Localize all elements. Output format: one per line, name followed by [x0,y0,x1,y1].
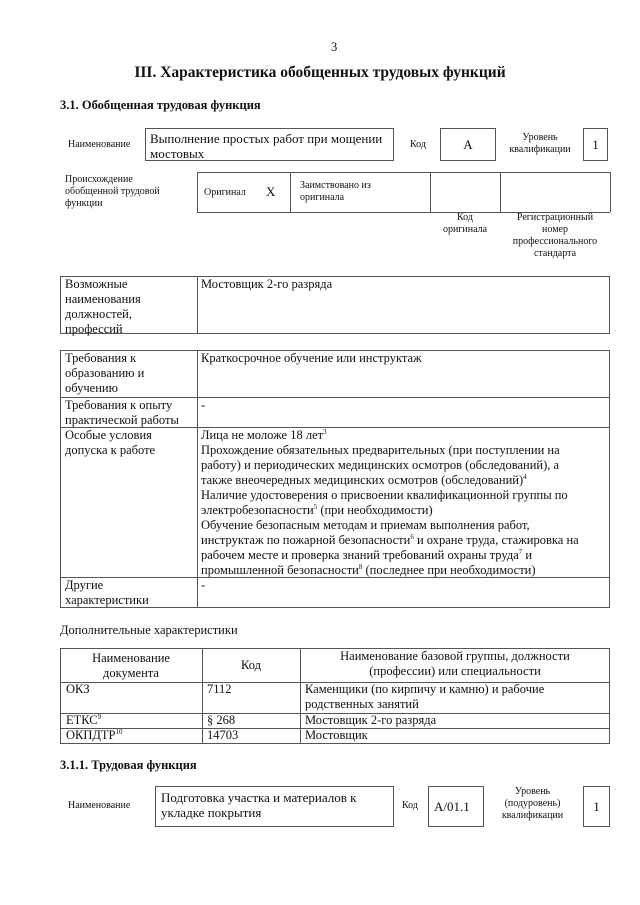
line: стандарта [533,248,577,259]
line: Уровень [514,786,551,797]
education-label [65,351,144,396]
tf-level-value: 1 [583,786,610,827]
line: мостовых [150,146,205,161]
text: ЕТКС [66,713,98,727]
line [201,563,579,578]
orig-code-caption [425,212,505,236]
footnote-ref: 7 [518,547,523,556]
line: Прохождение обязательных предварительных (при поступлении на [201,443,560,457]
line: номер [542,224,568,235]
text: (последнее при необходимости) [362,563,536,577]
line: Уровень [522,132,558,143]
line: Каменщики (по кирпичу и камню) и рабочие [305,682,545,696]
tf-code-label: Код [402,800,418,811]
line: практической работы [65,413,179,427]
line: квалификации [509,144,571,155]
line: должностей, [65,307,132,321]
line: функции [65,198,103,209]
section-heading-3-1: 3.1. Обобщенная трудовая функция [60,98,261,112]
line [201,533,579,548]
gtf-level-label [500,132,580,156]
line: образованию и [65,366,145,380]
positions-label [65,277,141,337]
line: укладке покрытия [161,805,262,820]
tf-name-label: Наименование [68,800,131,811]
line: Код [457,212,473,223]
table-row-okz-doc: ОКЗ [66,682,90,696]
footnote-ref: 5 [313,502,318,511]
text: также внеочередных медицинских осмотров (обследований) [201,473,524,487]
positions-table [60,276,610,334]
text: Лица не моложе 18 лет [201,428,324,442]
line: (подуровень) [504,798,561,809]
header-group-name [300,649,610,679]
line: Подготовка участка и материалов к [161,790,357,805]
line: Регистрационный [516,212,594,223]
line: Наличие удостоверения о присвоении квалификационной группы по [201,488,568,502]
line: Требования к опыту [65,398,173,412]
line: обучению [65,381,118,395]
text: промышленной безопасности [201,563,359,577]
line: характеристики [65,593,149,607]
experience-label [65,398,179,428]
gtf-name-value [145,128,394,161]
text: электробезопасности [201,503,314,517]
footnote-ref: 8 [358,562,363,571]
header-document [60,651,202,681]
text: ОКПДТР [66,728,116,742]
line: оригинала [442,224,488,235]
table-row-okpdtr-doc [66,728,123,743]
text: рабочем месте и проверка знаний требований охраны труда [201,548,519,562]
borrowed-label [300,180,371,204]
line: документа [103,666,159,680]
line: Особые условия [65,428,152,442]
line: Требования к [65,351,137,365]
header-code: Код [241,658,261,672]
positions-value: Мостовщик 2-го разряда [201,277,333,291]
table-row-okz-name [305,682,544,712]
line: обобщенной трудовой [65,186,160,197]
line: Другие [65,578,104,592]
line: Обучение безопасным методам и приемам выполнения работ, [201,518,530,532]
line: Заимствовано из [300,180,371,191]
footnote-ref: 9 [97,712,102,721]
other-value: - [201,578,206,592]
footnote-ref: 6 [410,532,414,541]
text: (при необходимости) [317,503,433,517]
education-value: Краткосрочное обучение или инструктаж [201,351,422,365]
page-number: 3 [331,40,338,54]
table-row-etks-doc [66,713,101,728]
text: и охране труда, стажировка на [413,533,579,547]
tf-level-label [490,786,575,822]
gtf-name-label: Наименование [68,139,131,150]
tf-code-value: A/01.1 [428,786,484,827]
text: инструктаж по пожарной безопасности [201,533,411,547]
line: профессий [65,322,123,336]
line [201,428,579,443]
conditions-label [65,428,155,458]
table-row-okpdtr-code: 14703 [207,728,239,742]
gtf-code-label: Код [410,139,426,150]
line: наименования [65,292,141,306]
line [201,548,579,563]
footnote-ref: 3 [323,427,327,436]
line [201,473,579,488]
original-label: Оригинал [204,187,246,198]
conditions-value [201,428,579,578]
reg-number-caption [500,212,610,260]
table-row-etks-code: § 268 [207,713,236,727]
experience-value: - [201,398,206,412]
table-row-etks-name: Мостовщик 2-го разряда [305,713,437,727]
text: и [522,548,533,562]
line: родственных занятий [305,697,419,711]
gtf-level-value: 1 [583,128,608,161]
line [201,503,579,518]
line: допуска к работе [65,443,156,457]
line: Наименование [92,651,170,665]
table-row-okpdtr-name: Мостовщик [305,728,368,742]
line: Происхождение [65,174,133,185]
line: Возможные [65,277,128,291]
footnote-ref: 10 [115,727,123,736]
line: работу) и периодических медицинских осмотров (обследований), а [201,458,560,472]
gtf-code-value: A [440,128,496,161]
gtf-origin-label [65,174,160,210]
footnote-ref: 4 [523,472,527,481]
section-heading-3-1-1: 3.1.1. Трудовая функция [60,758,197,772]
page-title: III. Характеристика обобщенных трудовых функций [134,64,506,81]
line: квалификации [501,810,564,821]
tf-name-value [155,786,394,827]
line: профессионального [512,236,598,247]
line: Выполнение простых работ при мощении [150,131,383,146]
original-mark: X [266,184,276,199]
additional-title: Дополнительные характеристики [60,623,238,637]
line: Наименование базовой группы, должности [340,649,570,663]
line: оригинала [300,192,345,203]
table-row-okz-code: 7112 [207,682,232,696]
other-label [65,578,149,608]
line: (профессии) или специальности [369,664,541,678]
